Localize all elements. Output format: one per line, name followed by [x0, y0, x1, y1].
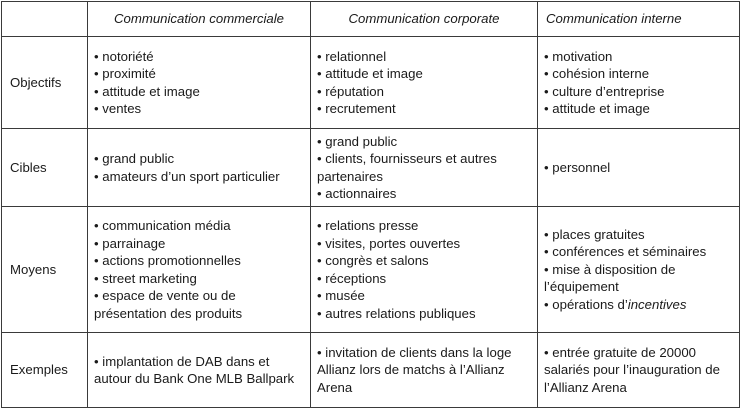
list-item: • personnel: [544, 159, 733, 177]
table-cell: [538, 129, 740, 207]
list-item: • autres relations publiques: [317, 305, 531, 323]
row-label: Exemples: [2, 333, 88, 408]
row-label: Cibles: [2, 129, 88, 207]
table-cell: [538, 207, 740, 333]
list-item: • attitude et image: [317, 65, 531, 83]
table-cell: [88, 37, 311, 129]
list-item: • grand public: [317, 133, 531, 151]
list-item: • relationnel: [317, 48, 531, 66]
table-cell: [311, 207, 538, 333]
list-item: • attitude et image: [94, 83, 304, 101]
row-cibles: [2, 129, 740, 207]
list-item: • espace de vente ou de présentation des produits: [94, 287, 304, 322]
list-item: • recrutement: [317, 100, 531, 118]
communication-table: [1, 1, 740, 408]
list-item: • notoriété: [94, 48, 304, 66]
list-item: • attitude et image: [544, 100, 733, 118]
list-item: • places gratuites: [544, 226, 733, 244]
table-cell: [538, 37, 740, 129]
header-corner: [2, 2, 88, 37]
list-item: • communication média: [94, 217, 304, 235]
header-corporate: Communication corporate: [311, 2, 538, 37]
list-item: • actionnaires: [317, 185, 531, 203]
row-label: Moyens: [2, 207, 88, 333]
list-item: • opérations d’incentives: [544, 296, 733, 314]
row-objectifs: [2, 37, 740, 129]
list-item: • réputation: [317, 83, 531, 101]
list-item: • street marketing: [94, 270, 304, 288]
list-item: • parrainage: [94, 235, 304, 253]
list-item: • culture d’entreprise: [544, 83, 733, 101]
header-interne: Communication interne: [538, 2, 740, 37]
row-exemples: [2, 333, 740, 408]
list-item: • proximité: [94, 65, 304, 83]
list-item: • mise à disposition de l’équipement: [544, 261, 733, 296]
table-cell: [88, 207, 311, 333]
list-item: • congrès et salons: [317, 252, 531, 270]
table-cell: [311, 333, 538, 408]
header-commerciale: Communication commerciale: [88, 2, 311, 37]
table-cell: [311, 129, 538, 207]
list-item: • musée: [317, 287, 531, 305]
list-item: • grand public: [94, 150, 304, 168]
list-item: • visites, portes ouvertes: [317, 235, 531, 253]
list-item: • implantation de DAB dans et autour du Bank One MLB Ballpark: [94, 353, 304, 388]
list-item: • invitation de clients dans la loge Allianz lors de matchs à l’Allianz Arena: [317, 344, 531, 397]
table-cell: [88, 333, 311, 408]
list-item: • cohésion interne: [544, 65, 733, 83]
list-item: • amateurs d’un sport particulier: [94, 168, 304, 186]
list-item: • entrée gratuite de 20000 salariés pour l’inauguration de l’Allianz Arena: [544, 344, 733, 397]
row-moyens: [2, 207, 740, 333]
list-item: • réceptions: [317, 270, 531, 288]
list-item: • conférences et séminaires: [544, 243, 733, 261]
list-item: • actions promotionnelles: [94, 252, 304, 270]
row-label: Objectifs: [2, 37, 88, 129]
table-cell: [311, 37, 538, 129]
header-row: [2, 2, 740, 37]
list-item: • clients, fournisseurs et autres partenaires: [317, 150, 531, 185]
list-item: • relations presse: [317, 217, 531, 235]
list-item: • motivation: [544, 48, 733, 66]
italic-term: incentives: [627, 296, 687, 312]
table-cell: [538, 333, 740, 408]
table-cell: [88, 129, 311, 207]
list-item: • ventes: [94, 100, 304, 118]
